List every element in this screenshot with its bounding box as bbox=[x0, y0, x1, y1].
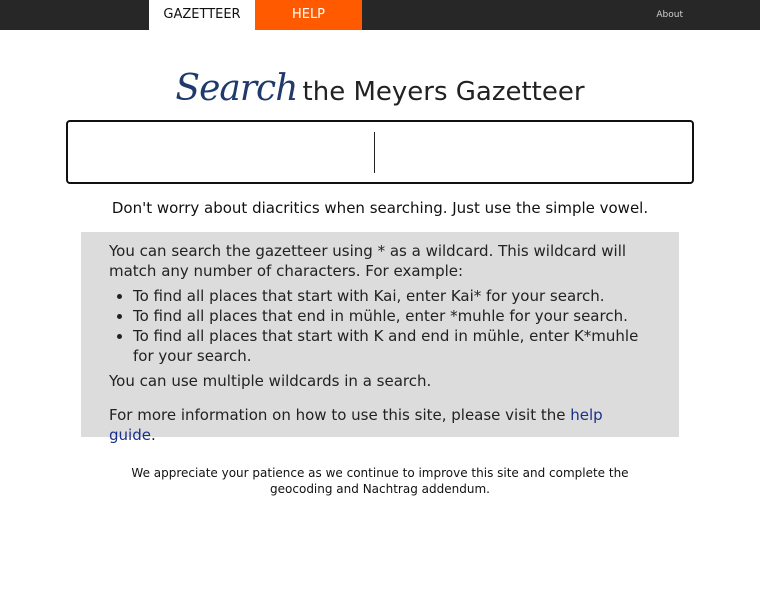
info-intro: You can search the gazetteer using * as a wildcard. This wildcard will match any number of characters. For example: bbox=[109, 242, 627, 280]
diacritics-note: Don't worry about diacritics when searching. Just use the simple vowel. bbox=[111, 199, 649, 217]
text-caret bbox=[374, 132, 375, 173]
wildcard-info-panel bbox=[81, 232, 679, 444]
info-more-suffix: . bbox=[150, 426, 156, 444]
search-input[interactable] bbox=[68, 122, 692, 182]
info-multiple-wildcards: You can use multiple wildcards in a search. bbox=[109, 372, 432, 390]
title-rest: the Meyers Gazetteer bbox=[302, 77, 585, 107]
example-list bbox=[109, 286, 651, 366]
info-more bbox=[109, 405, 651, 445]
info-more-prefix: For more information on how to use this site, please visit the bbox=[109, 406, 571, 424]
tab-gazetteer[interactable]: GAZETTEER bbox=[149, 0, 255, 30]
top-nav-bar bbox=[0, 0, 760, 30]
about-link[interactable]: About bbox=[656, 10, 683, 20]
help-guide-link[interactable]: help guide bbox=[109, 406, 603, 444]
title-script-word: Search bbox=[175, 68, 298, 109]
list-item: • To find all places that end in mühle, enter *muhle for your search. bbox=[133, 306, 651, 326]
page-title bbox=[0, 68, 760, 109]
tab-help[interactable]: HELP bbox=[255, 0, 362, 30]
list-item: • To find all places that start with Kai, enter Kai* for your search. bbox=[133, 286, 651, 306]
list-item: • To find all places that start with K and end in mühle, enter K*muhle for your search. bbox=[133, 326, 651, 366]
footer-message: We appreciate your patience as we continue to improve this site and complete the geocoding and Nachtrag addendum. bbox=[131, 466, 629, 496]
search-box[interactable] bbox=[66, 120, 694, 184]
